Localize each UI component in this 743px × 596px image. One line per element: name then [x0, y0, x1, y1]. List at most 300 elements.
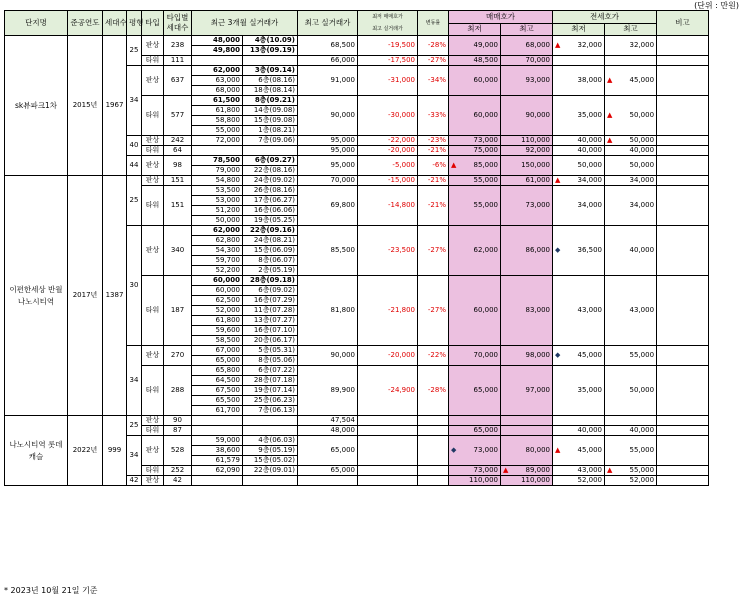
value: 83,000	[525, 306, 551, 314]
value: 98,000	[525, 351, 551, 359]
recent-price-cell: 79,000	[192, 166, 243, 176]
note-cell	[657, 156, 709, 176]
value: 73,000	[525, 201, 551, 209]
arrow-up-icon: ▲	[555, 446, 561, 454]
recent-floor-cell: 19층(05.25)	[243, 216, 298, 226]
note-cell	[657, 136, 709, 146]
max-price-cell: 89,900	[298, 366, 358, 416]
jeonse-high-cell	[605, 186, 657, 226]
recent-floor-cell: 17층(06.27)	[243, 196, 298, 206]
jeonse-low-cell	[553, 476, 605, 486]
value: 73,000	[473, 466, 498, 474]
recent-price-cell: 61,700	[192, 406, 243, 416]
recent-floor-cell: 4층(10.09)	[243, 36, 298, 46]
max-price-cell	[298, 476, 358, 486]
max-price-cell: 70,000	[298, 176, 358, 186]
pyeong-cell: 34	[127, 436, 142, 476]
recent-floor-cell: 20층(06.17)	[243, 336, 298, 346]
value: 89,000	[525, 466, 551, 474]
type-households-cell: 98	[164, 156, 192, 176]
type-cell: 타워	[142, 186, 164, 226]
value: 93,000	[525, 76, 551, 84]
type-cell: 타워	[142, 56, 164, 66]
arrow-up-icon: ▲	[451, 161, 457, 169]
apartment-price-table	[4, 10, 742, 486]
recent-floor-cell: 6층(09.27)	[243, 156, 298, 166]
recent-floor-cell: 6층(09.02)	[243, 286, 298, 296]
diff-cell: -19,500	[358, 36, 418, 56]
pyeong-cell: 25	[127, 176, 142, 226]
diff-cell: -22,000	[358, 136, 418, 146]
jeonse-high-cell	[605, 466, 657, 476]
jeonse-low-cell	[553, 176, 605, 186]
arrow-up-icon: ▲	[607, 136, 613, 144]
arrow-up-icon: ▲	[607, 111, 613, 119]
type-households-cell: 577	[164, 96, 192, 136]
note-cell	[657, 426, 709, 436]
complex-name: sk뷰파크1차	[5, 36, 68, 176]
jeonse-high-cell	[605, 436, 657, 466]
value: 35,000	[577, 386, 603, 394]
jeonse-high-cell	[605, 146, 657, 156]
change-pct-cell: -27%	[418, 276, 449, 346]
max-price-cell: 91,000	[298, 66, 358, 96]
recent-floor-cell: 26층(08.16)	[243, 186, 298, 196]
recent-price-cell: 65,000	[192, 356, 243, 366]
recent-floor-cell: 2층(05.19)	[243, 266, 298, 276]
sale-low-cell	[449, 156, 501, 176]
jeonse-low-cell	[553, 96, 605, 136]
jeonse-low-cell	[553, 186, 605, 226]
recent-price-cell: 54,300	[192, 246, 243, 256]
pyeong-cell: 25	[127, 416, 142, 436]
value: 70,000	[525, 56, 551, 64]
max-price-cell: 66,000	[298, 56, 358, 66]
header-pyeong: 평형	[127, 11, 142, 36]
header-diff-top: 최저 매매호가	[372, 14, 403, 20]
recent-price-cell: 48,000	[192, 36, 243, 46]
value: 55,000	[629, 446, 655, 454]
change-pct-cell: -27%	[418, 226, 449, 276]
type-households-cell: 242	[164, 136, 192, 146]
change-pct-cell: -28%	[418, 36, 449, 56]
type-cell: 판상	[142, 156, 164, 176]
complex-households: 1387	[103, 176, 127, 416]
arrow-down-icon: ◆	[451, 446, 457, 454]
sale-high-cell	[501, 156, 553, 176]
jeonse-low-cell	[553, 56, 605, 66]
recent-floor-cell: 6층(08.16)	[243, 76, 298, 86]
recent-price-cell: 65,500	[192, 396, 243, 406]
recent-price-cell: 60,000	[192, 286, 243, 296]
recent-price-cell: 38,600	[192, 446, 243, 456]
type-cell: 판상	[142, 226, 164, 276]
value: 90,000	[525, 111, 551, 119]
note-cell	[657, 346, 709, 366]
jeonse-low-cell	[553, 156, 605, 176]
type-households-cell: 151	[164, 186, 192, 226]
sale-high-cell	[501, 186, 553, 226]
diff-cell	[358, 416, 418, 426]
jeonse-high-cell	[605, 276, 657, 346]
value: 110,000	[521, 136, 551, 144]
type-cell: 타워	[142, 276, 164, 346]
complex-year: 2017년	[68, 176, 103, 416]
note-cell	[657, 226, 709, 276]
recent-price-cell: 53,000	[192, 196, 243, 206]
value: 92,000	[525, 146, 551, 154]
diff-cell: -17,500	[358, 56, 418, 66]
arrow-up-icon: ▲	[555, 176, 561, 184]
change-pct-cell	[418, 416, 449, 426]
pyeong-cell: 40	[127, 136, 142, 156]
type-households-cell: 187	[164, 276, 192, 346]
recent-price-cell: 62,800	[192, 236, 243, 246]
value: 75,000	[473, 146, 498, 154]
recent-price-cell: 59,700	[192, 256, 243, 266]
value: 150,000	[521, 161, 551, 169]
value: 45,000	[629, 76, 655, 84]
value: 61,000	[525, 176, 551, 184]
type-cell: 타워	[142, 146, 164, 156]
value: 49,000	[473, 41, 498, 49]
recent-price-cell: 72,000	[192, 136, 243, 146]
change-pct-cell: -33%	[418, 96, 449, 136]
pyeong-cell: 42	[127, 476, 142, 486]
sale-low-cell	[449, 276, 501, 346]
recent-price-cell: 65,800	[192, 366, 243, 376]
recent-floor-cell: 14층(09.08)	[243, 106, 298, 116]
value: 60,000	[473, 306, 498, 314]
type-cell: 판상	[142, 136, 164, 146]
sale-low-cell	[449, 36, 501, 56]
value: 38,000	[577, 76, 603, 84]
recent-price-cell	[192, 476, 243, 486]
diff-cell: -20,000	[358, 346, 418, 366]
diff-cell	[358, 436, 418, 466]
type-households-cell: 111	[164, 56, 192, 66]
footnote: * 2023년 10월 21일 기준	[4, 586, 98, 595]
value: 60,000	[473, 111, 498, 119]
value: 40,000	[629, 246, 655, 254]
value: 40,000	[577, 146, 603, 154]
diff-cell: -23,500	[358, 226, 418, 276]
change-pct-cell: -28%	[418, 366, 449, 416]
sale-high-cell	[501, 436, 553, 466]
jeonse-low-cell	[553, 346, 605, 366]
sale-high-cell	[501, 276, 553, 346]
recent-floor-cell: 6층(07.22)	[243, 366, 298, 376]
recent-price-cell: 62,000	[192, 226, 243, 236]
recent-floor-cell: 8층(09.21)	[243, 96, 298, 106]
recent-price-cell: 54,800	[192, 176, 243, 186]
value: 50,000	[629, 111, 655, 119]
jeonse-low-cell	[553, 36, 605, 56]
recent-price-cell: 60,000	[192, 276, 243, 286]
value: 40,000	[629, 146, 655, 154]
recent-floor-cell: 28층(07.18)	[243, 376, 298, 386]
value: 34,000	[629, 201, 655, 209]
jeonse-high-cell	[605, 36, 657, 56]
sale-low-cell	[449, 226, 501, 276]
change-pct-cell: -21%	[418, 176, 449, 186]
max-price-cell: 90,000	[298, 346, 358, 366]
recent-price-cell: 61,800	[192, 106, 243, 116]
header-jeonse: 전세호가	[553, 11, 657, 24]
diff-cell: -24,900	[358, 366, 418, 416]
recent-floor-cell: 28층(09.18)	[243, 276, 298, 286]
header-diff-bottom: 최고 실거래가	[372, 26, 403, 32]
change-pct-cell: -34%	[418, 66, 449, 96]
value: 86,000	[525, 246, 551, 254]
sale-low-cell	[449, 476, 501, 486]
sale-high-cell	[501, 476, 553, 486]
recent-floor-cell: 7층(09.06)	[243, 136, 298, 146]
type-households-cell: 90	[164, 416, 192, 426]
jeonse-high-cell	[605, 346, 657, 366]
type-cell: 판상	[142, 66, 164, 96]
recent-floor-cell: 1층(08.21)	[243, 126, 298, 136]
type-households-cell: 288	[164, 366, 192, 416]
recent-floor-cell: 5층(05.31)	[243, 346, 298, 356]
complex-year: 2022년	[68, 416, 103, 486]
table-row	[5, 176, 742, 186]
sale-low-cell	[449, 66, 501, 96]
sale-low-cell	[449, 146, 501, 156]
header-max: 최고 실거래가	[298, 11, 358, 36]
jeonse-low-cell	[553, 66, 605, 96]
recent-price-cell	[192, 56, 243, 66]
max-price-cell: 90,000	[298, 96, 358, 136]
value: 110,000	[521, 476, 551, 484]
header-note: 비고	[657, 11, 709, 36]
type-households-cell: 87	[164, 426, 192, 436]
recent-price-cell	[192, 416, 243, 426]
sale-high-cell	[501, 36, 553, 56]
recent-price-cell: 49,800	[192, 46, 243, 56]
value: 55,000	[629, 466, 655, 474]
recent-price-cell: 58,500	[192, 336, 243, 346]
complex-name: 이편한세상 반월나노시티역	[5, 176, 68, 416]
sale-low-cell	[449, 136, 501, 146]
recent-floor-cell: 9층(05.19)	[243, 446, 298, 456]
value: 45,000	[577, 446, 603, 454]
recent-floor-cell: 3층(09.14)	[243, 66, 298, 76]
diff-cell	[358, 426, 418, 436]
sale-high-cell	[501, 176, 553, 186]
type-cell: 판상	[142, 346, 164, 366]
recent-price-cell: 62,090	[192, 466, 243, 476]
recent-floor-cell	[243, 416, 298, 426]
recent-price-cell	[192, 146, 243, 156]
jeonse-high-cell	[605, 96, 657, 136]
arrow-up-icon: ▲	[555, 41, 561, 49]
header-sale-low: 최저	[449, 23, 501, 36]
max-price-cell: 95,000	[298, 156, 358, 176]
pyeong-cell: 34	[127, 346, 142, 416]
arrow-down-icon: ◆	[555, 246, 561, 254]
value: 55,000	[473, 176, 498, 184]
recent-price-cell: 50,000	[192, 216, 243, 226]
recent-price-cell: 63,000	[192, 76, 243, 86]
note-cell	[657, 56, 709, 66]
arrow-down-icon: ◆	[555, 351, 561, 359]
recent-floor-cell: 15층(09.08)	[243, 116, 298, 126]
value: 34,000	[577, 176, 603, 184]
value: 52,000	[629, 476, 655, 484]
note-cell	[657, 276, 709, 346]
value: 80,000	[525, 446, 551, 454]
complex-households: 1967	[103, 36, 127, 176]
max-price-cell: 85,500	[298, 226, 358, 276]
note-cell	[657, 466, 709, 476]
recent-price-cell: 61,500	[192, 96, 243, 106]
change-pct-cell: -27%	[418, 56, 449, 66]
recent-floor-cell: 22층(08.16)	[243, 166, 298, 176]
change-pct-cell	[418, 466, 449, 476]
max-price-cell: 68,500	[298, 36, 358, 56]
type-cell: 판상	[142, 416, 164, 426]
value: 48,500	[473, 56, 498, 64]
jeonse-low-cell	[553, 466, 605, 476]
recent-floor-cell: 8층(06.07)	[243, 256, 298, 266]
value: 40,000	[577, 426, 603, 434]
value: 73,000	[473, 446, 498, 454]
value: 50,000	[629, 136, 655, 144]
complex-year: 2015년	[68, 36, 103, 176]
note-cell	[657, 186, 709, 226]
change-pct-cell	[418, 436, 449, 466]
recent-price-cell: 67,500	[192, 386, 243, 396]
value: 43,000	[577, 466, 603, 474]
recent-floor-cell: 24층(08.21)	[243, 236, 298, 246]
value: 50,000	[577, 161, 603, 169]
recent-price-cell: 52,200	[192, 266, 243, 276]
pyeong-cell: 25	[127, 36, 142, 66]
sale-high-cell	[501, 136, 553, 146]
sale-high-cell	[501, 226, 553, 276]
sale-low-cell	[449, 416, 501, 426]
recent-price-cell: 78,500	[192, 156, 243, 166]
value: 73,000	[473, 136, 498, 144]
change-pct-cell	[418, 426, 449, 436]
value: 62,000	[473, 246, 498, 254]
jeonse-high-cell	[605, 66, 657, 96]
jeonse-high-cell	[605, 426, 657, 436]
recent-price-cell: 67,000	[192, 346, 243, 356]
sale-low-cell	[449, 56, 501, 66]
type-cell: 판상	[142, 176, 164, 186]
recent-price-cell	[192, 426, 243, 436]
recent-floor-cell: 15층(05.02)	[243, 456, 298, 466]
note-cell	[657, 176, 709, 186]
recent-floor-cell: 7층(06.13)	[243, 406, 298, 416]
jeonse-high-cell	[605, 136, 657, 146]
complex-households: 999	[103, 416, 127, 486]
recent-price-cell: 59,000	[192, 436, 243, 446]
change-pct-cell: -22%	[418, 346, 449, 366]
type-households-cell: 252	[164, 466, 192, 476]
max-price-cell: 48,000	[298, 426, 358, 436]
value: 110,000	[469, 476, 498, 484]
type-cell: 판상	[142, 476, 164, 486]
change-pct-cell: -23%	[418, 136, 449, 146]
value: 34,000	[629, 176, 655, 184]
diff-cell	[358, 476, 418, 486]
value: 55,000	[473, 201, 498, 209]
arrow-up-icon: ▲	[607, 466, 613, 474]
header-households: 세대수	[103, 11, 127, 36]
type-cell: 타워	[142, 96, 164, 136]
change-pct-cell: -6%	[418, 156, 449, 176]
diff-cell: -14,800	[358, 186, 418, 226]
sale-low-cell	[449, 426, 501, 436]
recent-price-cell: 61,579	[192, 456, 243, 466]
header-sale-high: 최고	[501, 23, 553, 36]
note-cell	[657, 96, 709, 136]
sale-high-cell	[501, 146, 553, 156]
value: 35,000	[577, 111, 603, 119]
recent-floor-cell: 13층(07.27)	[243, 316, 298, 326]
type-households-cell: 270	[164, 346, 192, 366]
jeonse-high-cell	[605, 226, 657, 276]
sale-low-cell	[449, 186, 501, 226]
jeonse-high-cell	[605, 56, 657, 66]
type-households-cell: 64	[164, 146, 192, 156]
change-pct-cell: -21%	[418, 146, 449, 156]
diff-cell	[358, 466, 418, 476]
sale-low-cell	[449, 466, 501, 476]
header-type-households: 타입별 세대수	[164, 11, 192, 36]
recent-floor-cell: 18층(08.14)	[243, 86, 298, 96]
sale-low-cell	[449, 436, 501, 466]
value: 32,000	[577, 41, 603, 49]
jeonse-low-cell	[553, 426, 605, 436]
jeonse-low-cell	[553, 276, 605, 346]
type-cell: 판상	[142, 36, 164, 56]
diff-cell: -31,000	[358, 66, 418, 96]
value: 45,000	[577, 351, 603, 359]
recent-floor-cell: 22층(09.16)	[243, 226, 298, 236]
value: 65,000	[473, 386, 498, 394]
value: 70,000	[473, 351, 498, 359]
type-households-cell: 42	[164, 476, 192, 486]
recent-price-cell: 62,500	[192, 296, 243, 306]
pyeong-cell: 34	[127, 66, 142, 136]
type-cell: 타워	[142, 426, 164, 436]
recent-floor-cell	[243, 146, 298, 156]
recent-price-cell: 53,500	[192, 186, 243, 196]
max-price-cell: 65,000	[298, 436, 358, 466]
diff-cell: -15,000	[358, 176, 418, 186]
header-complex: 단지명	[5, 11, 68, 36]
header-sale: 매매호가	[449, 11, 553, 24]
recent-floor-cell	[243, 426, 298, 436]
recent-floor-cell: 16층(07.29)	[243, 296, 298, 306]
recent-floor-cell: 25층(06.23)	[243, 396, 298, 406]
value: 50,000	[629, 386, 655, 394]
diff-cell: -21,800	[358, 276, 418, 346]
recent-price-cell: 62,000	[192, 66, 243, 76]
header-year: 준공연도	[68, 11, 103, 36]
recent-floor-cell: 15층(06.09)	[243, 246, 298, 256]
recent-price-cell: 64,500	[192, 376, 243, 386]
header-jeonse-low: 최저	[553, 23, 605, 36]
recent-floor-cell: 13층(09.19)	[243, 46, 298, 56]
type-households-cell: 637	[164, 66, 192, 96]
sale-high-cell	[501, 66, 553, 96]
recent-price-cell: 52,000	[192, 306, 243, 316]
